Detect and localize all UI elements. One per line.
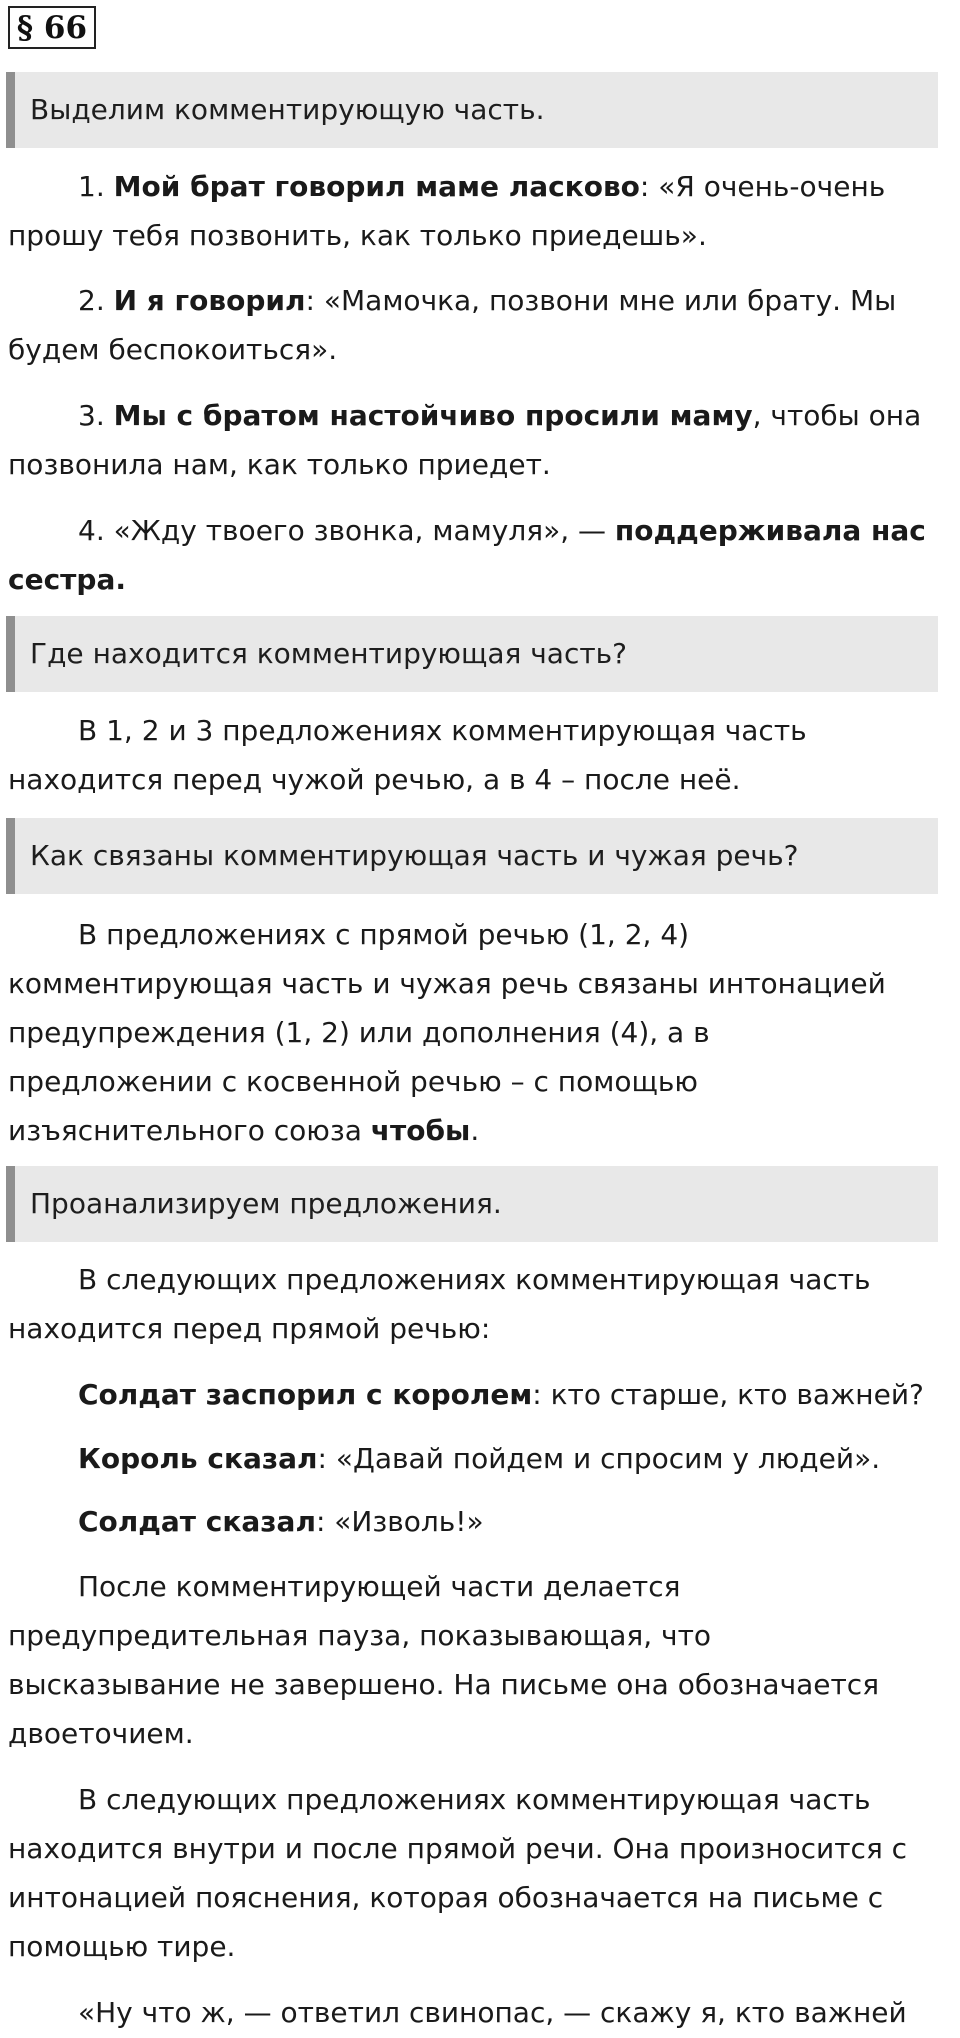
para-pause-line-4: двоеточием. (8, 1717, 194, 1750)
para-pause-line-1 (8, 1562, 680, 1612)
para-quote-line-1 (8, 1988, 907, 2038)
para-inside-line-2: находится внутри и после прямой речи. Она произносится с (8, 1832, 908, 1865)
example-2 (78, 1434, 880, 1484)
answer-where-line-2: находится перед чужой речью, а в 4 – после неё. (8, 763, 741, 796)
example-1 (78, 1370, 924, 1420)
sentence-3-comment: Мы с братом настойчиво просили маму (113, 399, 753, 432)
example-3-speech: : «Изволь!» (315, 1505, 484, 1538)
sentence-3-number: 3. (78, 399, 105, 432)
sentence-4-number: 4. (78, 514, 105, 547)
sentence-1-speech: : «Я очень-очень (639, 170, 886, 203)
question-bar-how-connected: Как связаны комментирующая часть и чужая речь? (6, 818, 938, 894)
para-pause-line-3: высказывание не завершено. На письме она обозначается (8, 1668, 880, 1701)
answer-where-text-1: В 1, 2 и 3 предложениях комментирующая часть (78, 714, 807, 747)
sentence-3-rest: , чтобы она (752, 399, 922, 432)
sentence-4-speech: «Жду твоего звонка, мамуля», — (113, 514, 607, 547)
para-before-text-1: В следующих предложениях комментирующая часть (78, 1263, 871, 1296)
answer-where-line-1 (8, 706, 807, 756)
answer-how-line-5 (8, 1106, 479, 1156)
example-2-comment: Король сказал (78, 1442, 318, 1475)
sentence-4-comment: поддерживала нас (614, 514, 926, 547)
sentence-2-comment: И я говорил (113, 284, 306, 317)
answer-how-text-1: В предложениях с прямой речью (1, 2, 4) (78, 918, 690, 951)
para-inside-line-1 (8, 1775, 871, 1825)
sentence-1-line-2: прошу тебя позвонить, как только приедешь». (8, 219, 707, 252)
answer-how-line-4: предложении с косвенной речью – с помощью (8, 1065, 698, 1098)
para-inside-text-1: В следующих предложениях комментирующая часть (78, 1783, 871, 1816)
example-2-speech: : «Давай пойдем и спросим у людей». (317, 1442, 881, 1475)
sentence-2-number: 2. (78, 284, 105, 317)
section-number-badge: § 66 (8, 6, 96, 49)
sentence-4-line-2: сестра. (8, 563, 126, 596)
para-before-line-2: находится перед прямой речью: (8, 1312, 491, 1345)
answer-how-period: . (470, 1114, 480, 1147)
sentence-3-line-1 (8, 391, 921, 441)
example-3-comment: Солдат сказал (78, 1505, 316, 1538)
sentence-1-line-1 (8, 162, 885, 212)
sentence-2-line-2: будем беспокоиться». (8, 333, 338, 366)
question-bar-analyze: Проанализируем предложения. (6, 1166, 938, 1242)
example-1-speech: : кто старше, кто важней? (532, 1378, 924, 1411)
sentence-3-line-2: позвонила нам, как только приедет. (8, 448, 551, 481)
example-1-comment: Солдат заспорил с королем (78, 1378, 533, 1411)
sentence-2-line-1 (8, 276, 896, 326)
para-quote-text-1: «Ну что ж, — ответил свинопас, — скажу я, кто важней (78, 1996, 907, 2029)
sentence-2-speech: : «Мамочка, позвони мне или брату. Мы (305, 284, 897, 317)
answer-how-line-2: комментирующая часть и чужая речь связаны интонацией (8, 967, 886, 1000)
answer-how-text-5: изъяснительного союза (8, 1114, 362, 1147)
answer-how-line-1 (8, 910, 689, 960)
para-pause-line-2: предупредительная пауза, показывающая, что (8, 1619, 712, 1652)
para-inside-line-3: интонацией пояснения, которая обозначается на письме с (8, 1881, 884, 1914)
example-3 (78, 1497, 484, 1547)
para-inside-line-4: помощью тире. (8, 1930, 236, 1963)
question-bar-highlight-comment: Выделим комментирующую часть. (6, 72, 938, 148)
question-bar-where: Где находится комментирующая часть? (6, 616, 938, 692)
para-pause-text-1: После комментирующей части делается (78, 1570, 681, 1603)
sentence-4-line-1 (8, 506, 926, 556)
para-before-line-1 (8, 1255, 871, 1305)
answer-how-line-3: предупреждения (1, 2) или дополнения (4), а в (8, 1016, 710, 1049)
sentence-1-number: 1. (78, 170, 105, 203)
answer-how-conjunction: чтобы (370, 1114, 471, 1147)
sentence-1-comment: Мой брат говорил маме ласково (113, 170, 640, 203)
